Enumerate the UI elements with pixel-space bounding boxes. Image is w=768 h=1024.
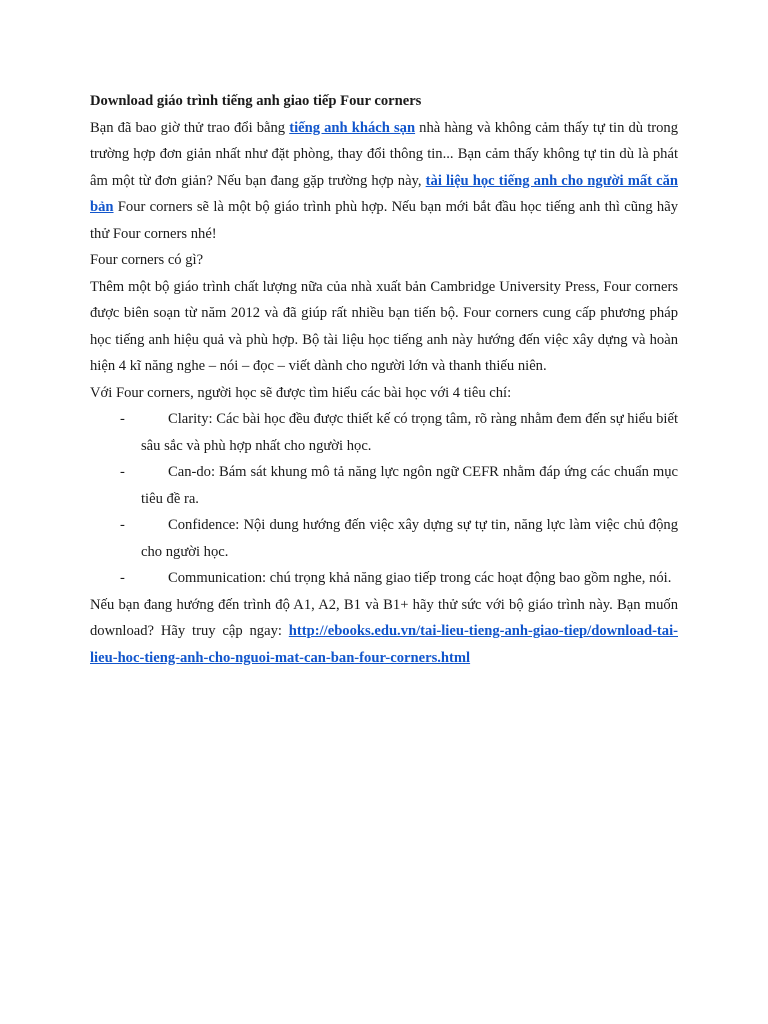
- section-question: Four corners có gì?: [90, 252, 204, 268]
- intro-text-middle: nhà hàng và không cảm thấy tự tin dù trong trường hợp đơn giản nhất như đặt phòng, thay đổi thông tin... Bạn cảm thấy không tự tin dù là phát âm một từ đơn giản? Nếu bạn đang gặp trường hợp này,: [90, 119, 679, 189]
- criteria-item-clarity: [90, 406, 678, 459]
- intro-text-start: Bạn đã bao giờ thử trao đổi bằng: [90, 119, 290, 136]
- criteria-text: Confidence: Nội dung hướng đến việc xây dựng sự tự tin, năng lực làm việc chủ động cho người học.: [141, 517, 678, 560]
- download-url-link[interactable]: http://ebooks.edu.vn/tai-lieu-tieng-anh-giao-tiep/download-tai-lieu-hoc-tieng-anh-cho-nguoi-mat-can-ban-four-corners.html: [90, 623, 678, 666]
- criteria-intro: Với Four corners, người học sẽ được tìm hiểu các bài học với 4 tiêu chí:: [90, 384, 512, 401]
- intro-paragraph: [90, 115, 678, 248]
- intro-text-end: Four corners sẽ là một bộ giáo trình phù hợp. Nếu bạn mới bắt đầu học tiếng anh thì cũng hãy thử Four corners nhé!: [90, 199, 678, 242]
- criteria-text: Clarity: Các bài học đều được thiết kế có trọng tâm, rõ ràng nhằm đem đến sự hiểu biết sâu sắc và phù hợp nhất cho người học.: [141, 411, 678, 454]
- hotel-english-link[interactable]: tiếng anh khách sạn: [289, 119, 416, 136]
- closing-paragraph: [90, 592, 678, 672]
- beginner-materials-link[interactable]: tài liệu học tiếng anh cho người mất căn bản: [90, 172, 678, 215]
- description-paragraph: Thêm một bộ giáo trình chất lượng nữa của nhà xuất bản Cambridge University Press, Four corners được biên soạn từ năm 2012 và đã giúp rất nhiều bạn tiến bộ. Four corners cung cấp phương pháp học tiếng anh hiệu quả và phù hợp. Bộ tài liệu học tiếng anh này hướng đến việc xây dựng và hoàn hiện 4 kĩ năng nghe – nói – đọc – viết dành cho người lớn và thanh thiếu niên.: [90, 278, 678, 374]
- document-title: Download giáo trình tiếng anh giao tiếp Four corners: [90, 93, 422, 109]
- criteria-item-confidence: [90, 512, 678, 565]
- closing-text: Nếu bạn đang hướng đến trình độ A1, A2, B1 và B1+ hãy thử sức với bộ giáo trình này. Bạn muốn download? Hãy truy cập ngay:: [90, 596, 678, 639]
- criteria-list: [90, 406, 678, 592]
- bullet-dash: -: [120, 517, 125, 533]
- criteria-item-can-do: [90, 459, 678, 512]
- bullet-dash: -: [120, 464, 125, 480]
- bullet-dash: -: [120, 411, 125, 427]
- criteria-item-communication: [90, 565, 678, 592]
- criteria-text: Communication: chú trọng khả năng giao tiếp trong các hoạt động bao gồm nghe, nói.: [168, 570, 672, 586]
- document-page: [90, 88, 678, 671]
- bullet-dash: -: [120, 570, 125, 586]
- criteria-text: Can-do: Bám sát khung mô tả năng lực ngôn ngữ CEFR nhằm đáp ứng các chuẩn mục tiêu đề ra.: [141, 464, 678, 507]
